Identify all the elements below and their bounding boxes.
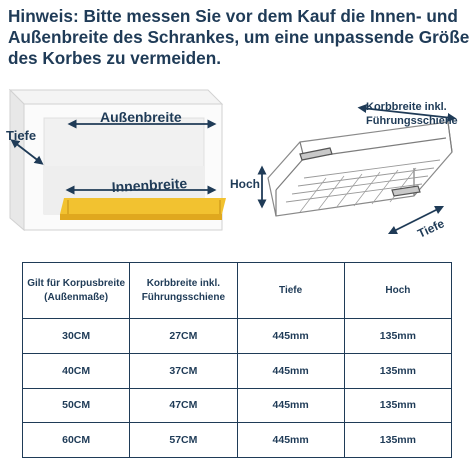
basket-illustration (268, 122, 452, 216)
cell-basket-width: 27CM (130, 319, 237, 354)
cell-depth: 445mm (237, 388, 344, 423)
cell-height: 135mm (344, 319, 451, 354)
hint-text (8, 6, 470, 69)
hint-line-3: des Korbes zu vermeiden. (8, 48, 222, 68)
header-cabinet-width: Gilt für Korpusbreite (Außenmaße) (23, 263, 130, 319)
outer-width-label: Außenbreite (100, 109, 182, 125)
hint-line-1: Hinweis: Bitte messen Sie vor dem Kauf die Innen- und (8, 6, 458, 26)
cell-cabinet-width: 50CM (23, 388, 130, 423)
table-row (23, 353, 452, 388)
header-depth: Tiefe (237, 263, 344, 319)
cell-depth: 445mm (237, 353, 344, 388)
header-basket-width: Korbbreite inkl. Führungsschiene (130, 263, 237, 319)
product-diagram (0, 80, 470, 250)
cell-height: 135mm (344, 423, 451, 458)
cell-basket-width: 37CM (130, 353, 237, 388)
header-height: Hoch (344, 263, 451, 319)
cell-basket-width: 57CM (130, 423, 237, 458)
measurement-illustration (0, 80, 470, 250)
table-row (23, 319, 452, 354)
table-header-row (23, 263, 452, 319)
table-row (23, 423, 452, 458)
cell-depth: 445mm (237, 319, 344, 354)
cell-height: 135mm (344, 353, 451, 388)
cell-cabinet-width: 60CM (23, 423, 130, 458)
inner-width-label: Innenbreite (111, 175, 188, 195)
table-row (23, 388, 452, 423)
hint-line-2: Außenbreite des Schrankes, um eine unpassende Größe (8, 27, 470, 47)
basket-width-label-line-1: Korbbreite inkl. (366, 101, 447, 113)
yellow-stripe (60, 198, 226, 214)
basket-height-label: Hoch (230, 177, 260, 191)
cell-cabinet-width: 30CM (23, 319, 130, 354)
size-table (22, 262, 452, 458)
cell-cabinet-width: 40CM (23, 353, 130, 388)
cabinet-depth-label: Tiefe (6, 128, 37, 143)
cell-basket-width: 47CM (130, 388, 237, 423)
cell-depth: 445mm (237, 423, 344, 458)
cell-height: 135mm (344, 388, 451, 423)
basket-width-label-line-2: Führungsschiene (366, 115, 458, 127)
basket-depth-label: Tiefe (415, 216, 447, 241)
